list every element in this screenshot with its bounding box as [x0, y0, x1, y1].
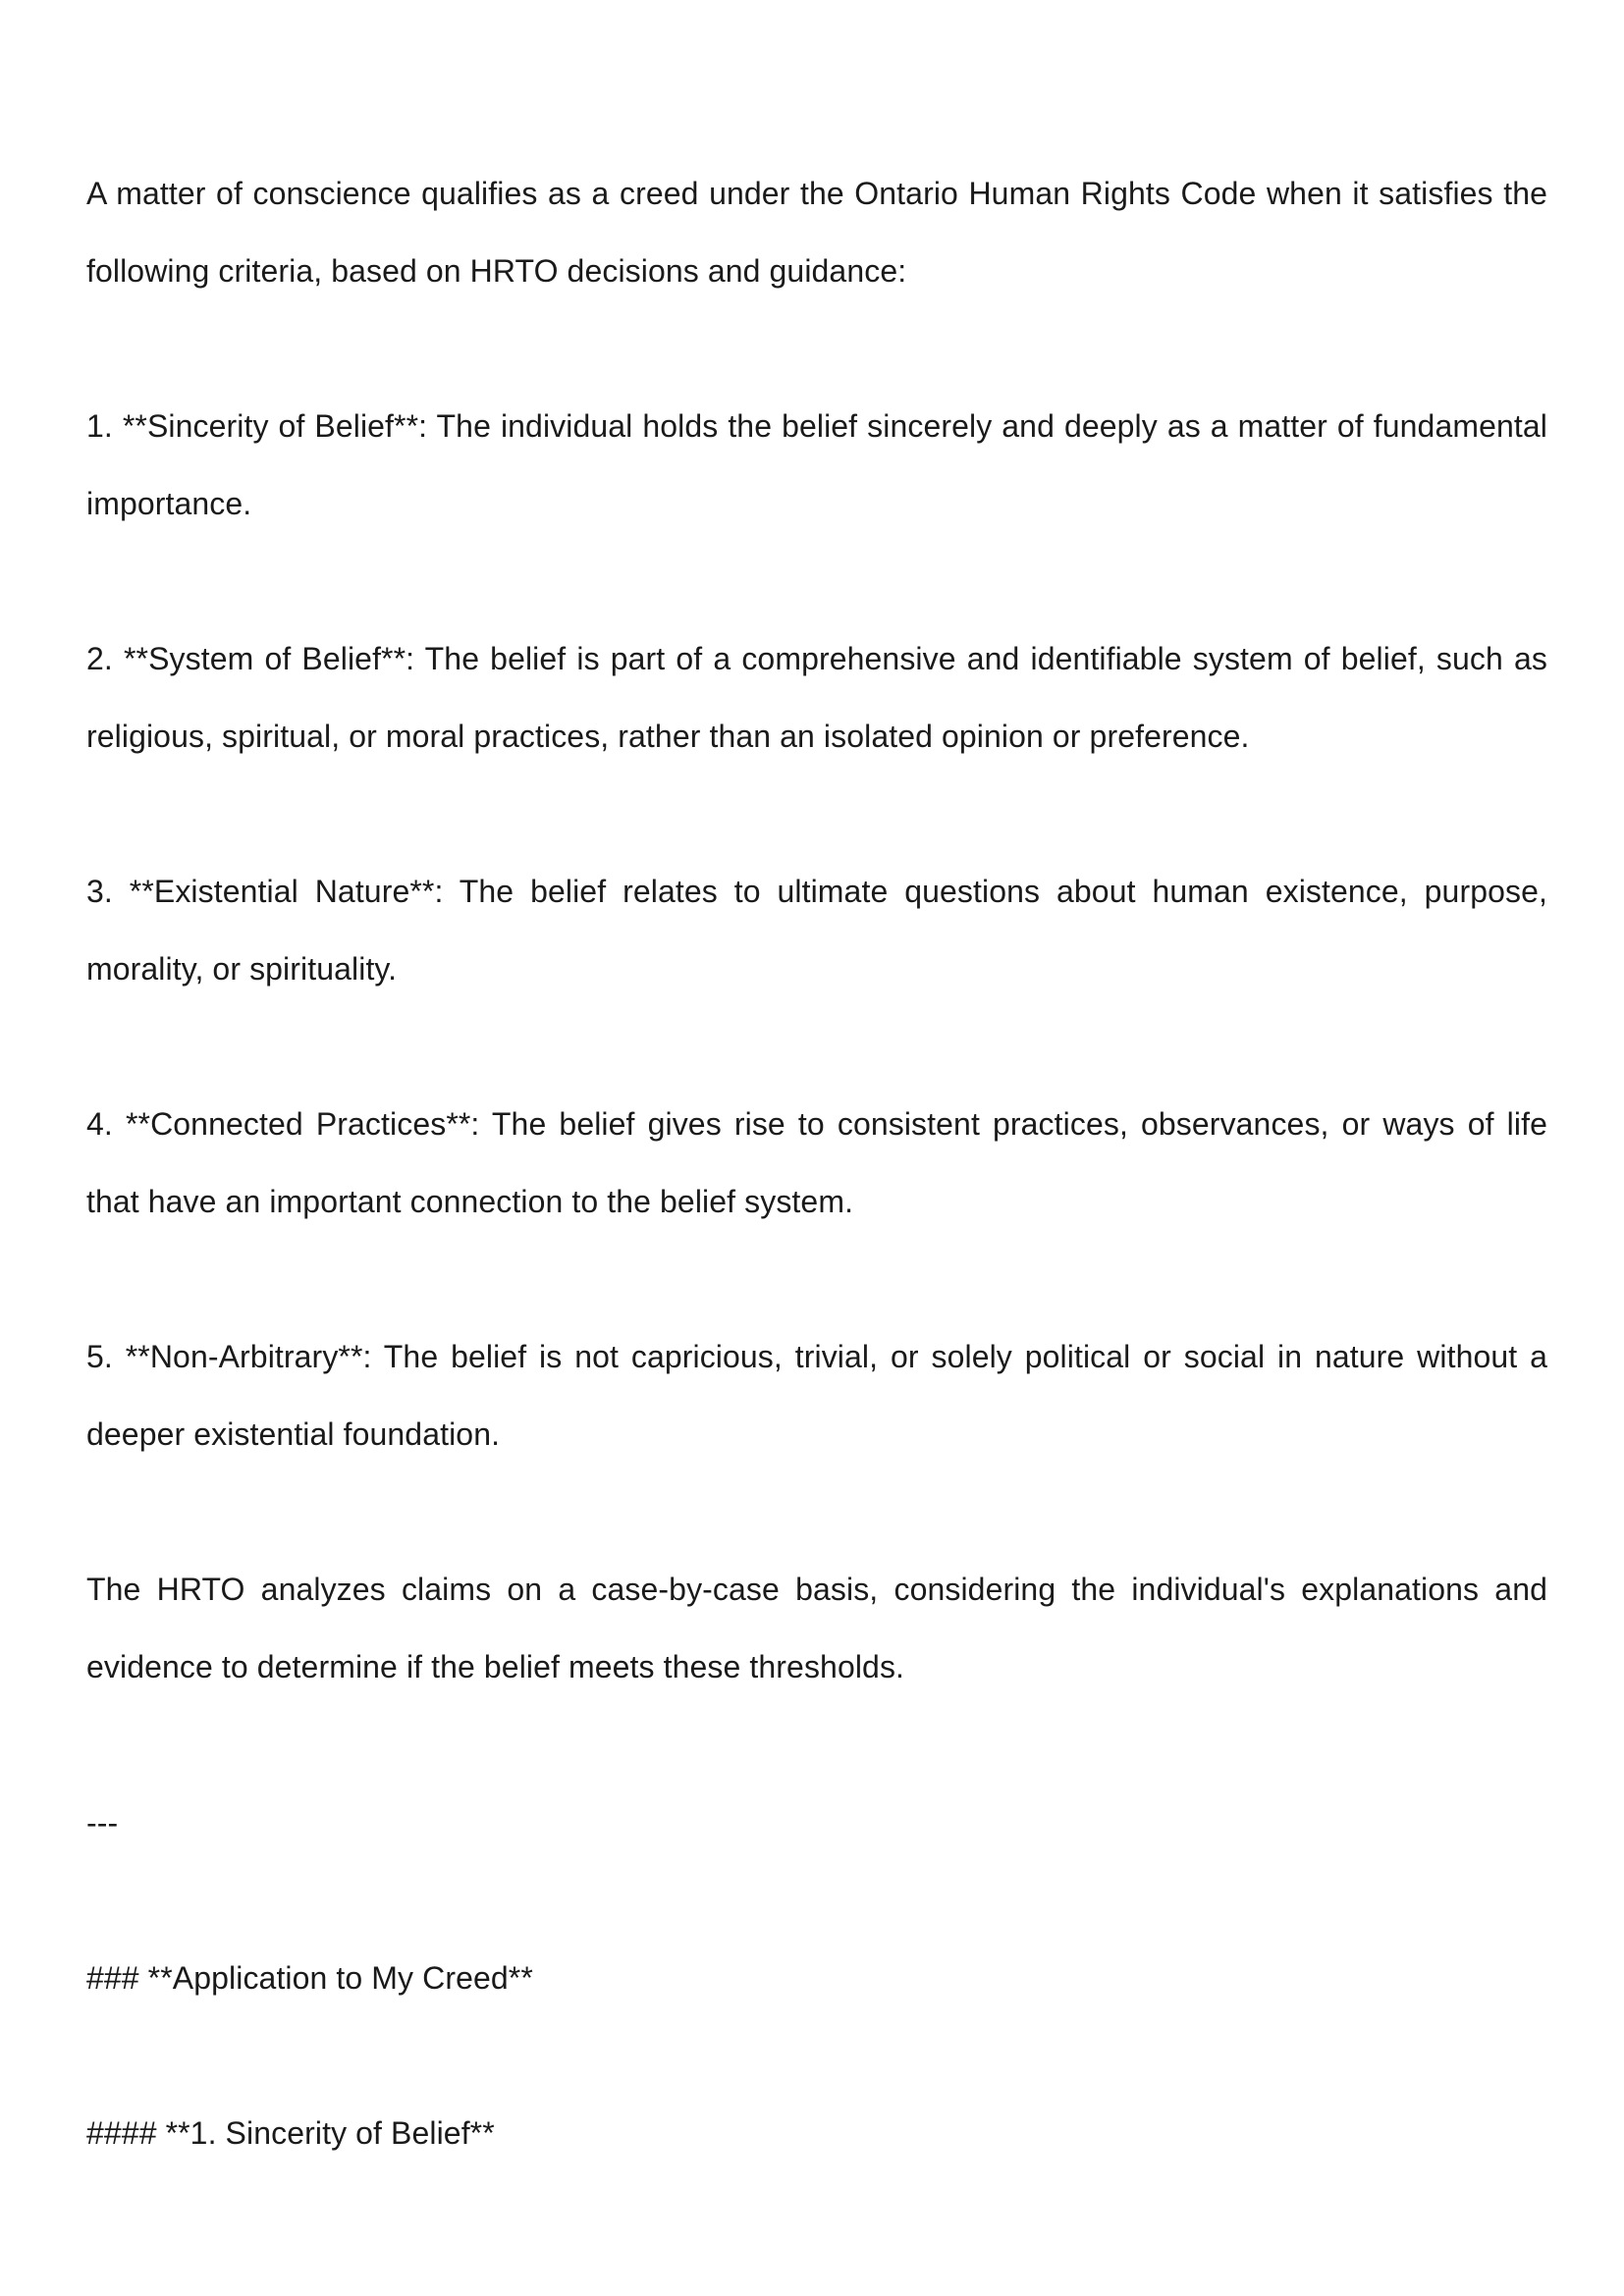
closing-paragraph: The HRTO analyzes claims on a case-by-case basis, considering the individual's explanations and evidence to determine if the belief meets these thresholds.	[86, 1572, 1547, 1684]
intro-paragraph: A matter of conscience qualifies as a creed under the Ontario Human Rights Code when it satisfies the following criteria, based on HRTO decisions and guidance:	[86, 176, 1547, 289]
criterion-system: 2. **System of Belief**: The belief is part of a comprehensive and identifiable system of belief, such as religious, spiritual, or moral practices, rather than an isolated opinion or preference.	[86, 641, 1547, 754]
section-heading: ### **Application to My Creed**	[86, 1960, 533, 1996]
subsection-heading: #### **1. Sincerity of Belief**	[86, 2115, 495, 2151]
criterion-existential: 3. **Existential Nature**: The belief relates to ultimate questions about human existence, purpose, morality, or spirituality.	[86, 874, 1547, 987]
criterion-non-arbitrary: 5. **Non-Arbitrary**: The belief is not capricious, trivial, or solely political or social in nature without a deeper existential foundation.	[86, 1339, 1547, 1452]
criterion-sincerity: 1. **Sincerity of Belief**: The individual holds the belief sincerely and deeply as a matter of fundamental importance.	[86, 408, 1547, 521]
criterion-practices: 4. **Connected Practices**: The belief gives rise to consistent practices, observances, or ways of life that have an important connection to the belief system.	[86, 1106, 1547, 1219]
section-divider: ---	[86, 1805, 119, 1841]
